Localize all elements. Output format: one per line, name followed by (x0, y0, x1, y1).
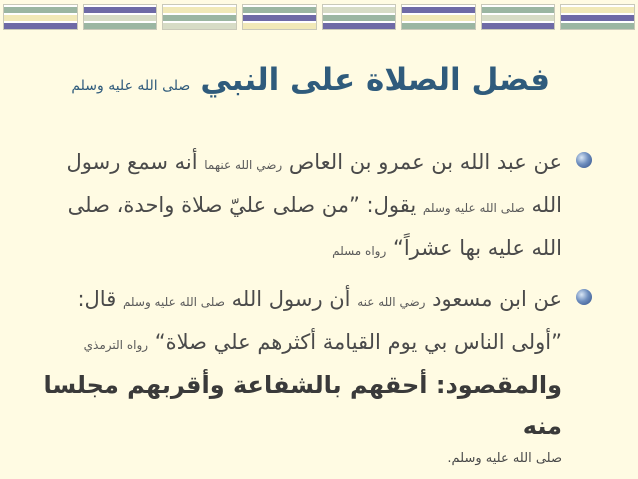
p1-narrator: عن عبد الله بن عمرو بن العاص (288, 150, 562, 174)
tile-band (402, 7, 475, 13)
p2-salutation: صلى الله عليه وسلم (122, 295, 225, 309)
p1-quote: يقول: ”من صلى عليّ صلاة واحدة، صلى الله عليه بها عشراً“ (67, 193, 562, 260)
decorative-tile (481, 4, 556, 30)
tile-band (4, 23, 77, 29)
tile-band (323, 7, 396, 13)
p2-narrator-note: رضي الله عنه (357, 295, 426, 309)
slide-title: فضل الصلاة على النبي (200, 62, 550, 98)
tile-band (243, 23, 316, 29)
tile-band (402, 23, 475, 29)
p2-meaning: والمقصود: أحقهم بالشفاعة وأقربهم مجلسا منه (43, 371, 562, 440)
tile-band (4, 7, 77, 13)
decorative-tile (242, 4, 317, 30)
tile-band (561, 23, 634, 29)
p2-from: أن رسول الله (231, 287, 351, 311)
slide-title-row (71, 62, 550, 98)
decorative-tile (162, 4, 237, 30)
decorative-tile (83, 4, 158, 30)
tile-band (323, 15, 396, 21)
tile-band (4, 15, 77, 21)
tile-band (243, 7, 316, 13)
slide-title-suffix: صلى الله عليه وسلم (71, 78, 191, 94)
tile-band (163, 15, 236, 21)
tile-band (163, 23, 236, 29)
p2-quote: قال: ”أولى الناس بي يوم القيامة أكثرهم علي صلاة“ (77, 287, 562, 354)
slide-body (32, 142, 592, 479)
tile-band (402, 15, 475, 21)
tile-band (163, 7, 236, 13)
p1-source: رواه مسلم (332, 244, 387, 258)
p2-narrator: عن ابن مسعود (432, 287, 562, 311)
sphere-bullet-icon (576, 152, 592, 168)
decorative-tile (322, 4, 397, 30)
p1-narrator-note: رضي الله عنهما (204, 158, 283, 172)
hadith-paragraph-1 (32, 142, 592, 271)
tile-band (561, 15, 634, 21)
decorative-tile (3, 4, 78, 30)
p2-closing-salutation: صلى الله عليه وسلم. (447, 451, 562, 466)
tile-band (482, 23, 555, 29)
tile-band (482, 7, 555, 13)
sphere-bullet-icon (576, 289, 592, 305)
tile-band (84, 15, 157, 21)
tile-band (84, 7, 157, 13)
tile-band (482, 15, 555, 21)
decorative-tile (560, 4, 635, 30)
p2-source: رواه الترمذي (83, 338, 149, 352)
tile-band (561, 7, 634, 13)
p1-heard: أنه سمع رسول الله (66, 150, 562, 217)
tile-band (243, 15, 316, 21)
p1-salutation: صلى الله عليه وسلم (422, 201, 525, 215)
decorative-tile (401, 4, 476, 30)
decorative-tile-strip (3, 4, 635, 34)
tile-band (323, 23, 396, 29)
hadith-paragraph-2 (32, 279, 592, 471)
tile-band (84, 23, 157, 29)
